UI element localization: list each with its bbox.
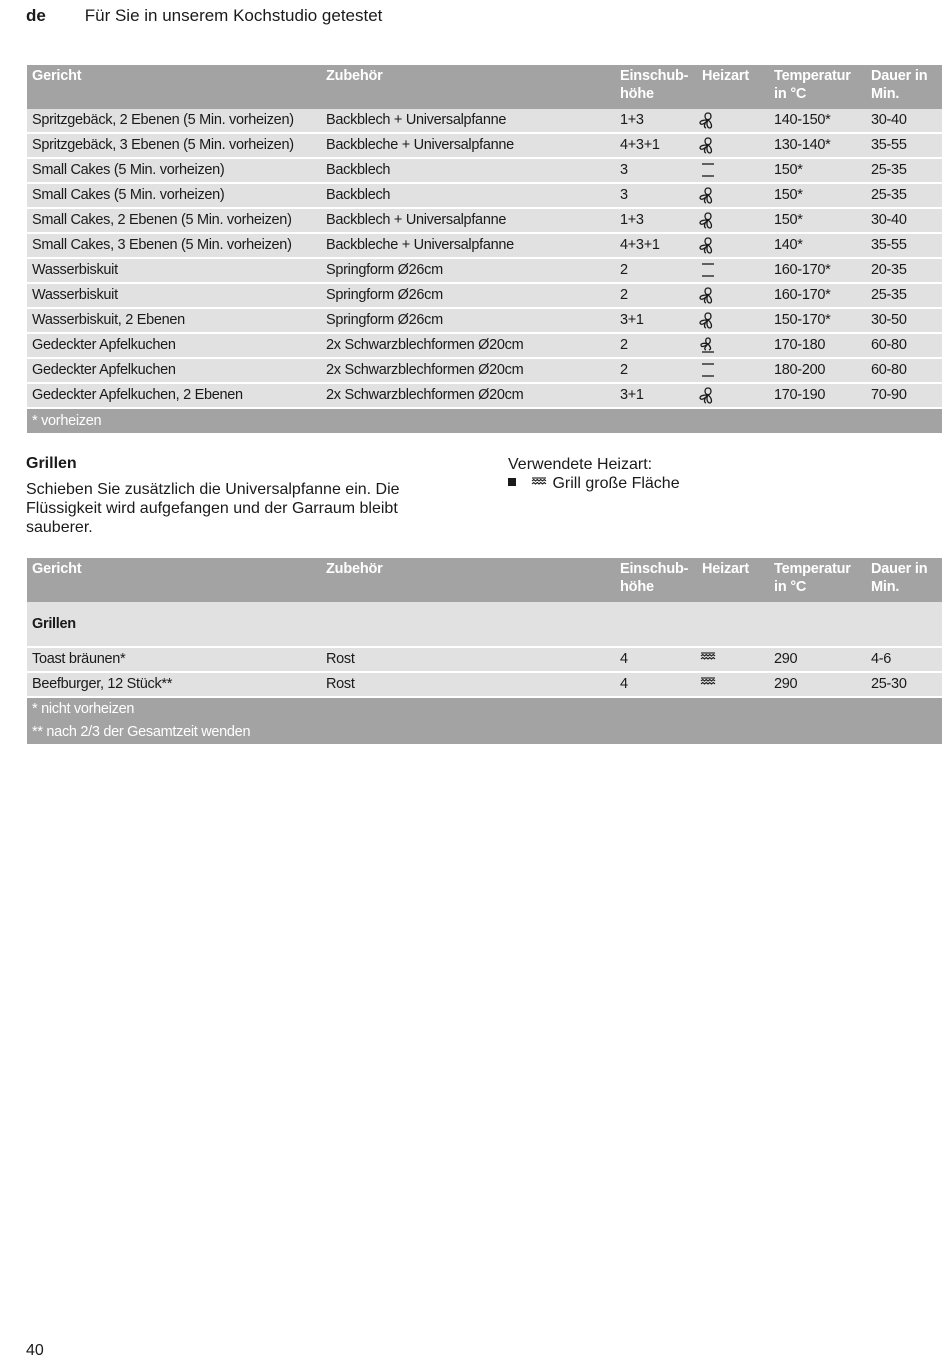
cell-temperature: 160-170* xyxy=(769,258,866,283)
cell-heat-mode xyxy=(697,283,769,308)
table-header-row xyxy=(27,65,942,109)
cell-dish: Wasserbiskuit xyxy=(27,258,321,283)
grill-description: Schieben Sie zusätzlich die Universalpfanne ein. Die Flüssigkeit wird aufgefangen und der Garraum bleibt sauberer. xyxy=(26,481,400,536)
cell-temperature: 160-170* xyxy=(769,283,866,308)
cell-heat-mode xyxy=(697,208,769,233)
cell-temperature: 170-190 xyxy=(769,383,866,408)
cell-level: 1+3 xyxy=(615,208,697,233)
fan-bottom-heat-icon xyxy=(699,337,717,353)
cell-heat-mode xyxy=(697,258,769,283)
table-row xyxy=(27,183,942,208)
cell-duration: 35-55 xyxy=(866,233,942,258)
cell-temperature: 150* xyxy=(769,208,866,233)
page-header xyxy=(26,6,382,26)
cell-temperature: 150* xyxy=(769,158,866,183)
cell-duration: 30-40 xyxy=(866,109,942,133)
cell-dish: Spritzgebäck, 3 Ebenen (5 Min. vorheizen) xyxy=(27,133,321,158)
page-number: 40 xyxy=(26,1342,44,1359)
grill-section xyxy=(26,454,466,537)
grill-large-area-icon xyxy=(530,475,548,492)
table-row xyxy=(27,233,942,258)
footnote: ** nach 2/3 der Gesamtzeit wenden xyxy=(32,724,251,740)
footnote: * nicht vorheizen xyxy=(32,701,135,717)
top-bottom-heat-icon xyxy=(699,262,717,278)
cell-heat-mode xyxy=(697,672,769,697)
cell-heat-mode xyxy=(697,133,769,158)
hot-air-fan-icon xyxy=(699,312,717,328)
cell-dish: Gedeckter Apfelkuchen xyxy=(27,358,321,383)
cell-level: 3 xyxy=(615,183,697,208)
table-row xyxy=(27,358,942,383)
cell-temperature: 170-180 xyxy=(769,333,866,358)
table-row xyxy=(27,258,942,283)
cell-level: 2 xyxy=(615,358,697,383)
cell-duration: 60-80 xyxy=(866,358,942,383)
table-header-row xyxy=(27,558,942,602)
cell-accessory: Rost xyxy=(321,672,615,697)
hot-air-fan-icon xyxy=(699,287,717,303)
table-row xyxy=(27,208,942,233)
table-row xyxy=(27,283,942,308)
cell-accessory: Springform Ø26cm xyxy=(321,283,615,308)
heat-mode-label: Verwendete Heizart: xyxy=(508,456,653,473)
cell-heat-mode xyxy=(697,333,769,358)
cell-heat-mode xyxy=(697,383,769,408)
cell-accessory: Backblech + Universalpfanne xyxy=(321,208,615,233)
table-row xyxy=(27,133,942,158)
cell-temperature: 180-200 xyxy=(769,358,866,383)
cell-duration: 35-55 xyxy=(866,133,942,158)
cell-heat-mode xyxy=(697,183,769,208)
cell-dish: Small Cakes, 3 Ebenen (5 Min. vorheizen) xyxy=(27,233,321,258)
cell-dish: Gedeckter Apfelkuchen, 2 Ebenen xyxy=(27,383,321,408)
cell-dish: Spritzgebäck, 2 Ebenen (5 Min. vorheizen) xyxy=(27,109,321,133)
cell-temperature: 150* xyxy=(769,183,866,208)
cell-dish: Small Cakes, 2 Ebenen (5 Min. vorheizen) xyxy=(27,208,321,233)
table-row xyxy=(27,308,942,333)
cell-level: 1+3 xyxy=(615,109,697,133)
cell-accessory: Rost xyxy=(321,647,615,672)
page-header-title: Für Sie in unserem Kochstudio getestet xyxy=(84,6,383,25)
col-header-accessory: Zubehör xyxy=(321,65,615,109)
cell-heat-mode xyxy=(697,647,769,672)
hot-air-fan-icon xyxy=(699,212,717,228)
col-header-dish: Gericht xyxy=(27,65,321,109)
cell-accessory: Backbleche + Universalpfanne xyxy=(321,133,615,158)
cell-level: 3+1 xyxy=(615,308,697,333)
bullet xyxy=(508,478,516,486)
cell-accessory: Springform Ø26cm xyxy=(321,308,615,333)
cell-accessory: Backblech xyxy=(321,183,615,208)
table-row xyxy=(27,672,942,697)
cell-temperature: 140* xyxy=(769,233,866,258)
cell-accessory: 2x Schwarzblechformen Ø20cm xyxy=(321,333,615,358)
top-bottom-heat-icon xyxy=(699,362,717,378)
cell-level: 4 xyxy=(615,647,697,672)
grill-heading: Grillen xyxy=(26,455,77,472)
col-header-duration: Dauer in Min. xyxy=(866,558,942,602)
cell-level: 2 xyxy=(615,283,697,308)
heat-mode-info xyxy=(508,455,680,493)
hot-air-fan-icon xyxy=(699,387,717,403)
cell-level: 4 xyxy=(615,672,697,697)
top-bottom-heat-icon xyxy=(699,162,717,178)
table-row xyxy=(27,647,942,672)
table-row xyxy=(27,383,942,408)
heat-mode-list-item xyxy=(508,474,680,493)
cell-duration: 25-30 xyxy=(866,672,942,697)
col-header-heat-mode: Heizart xyxy=(697,65,769,109)
cell-level: 2 xyxy=(615,258,697,283)
hot-air-fan-icon xyxy=(699,137,717,153)
cell-accessory: 2x Schwarzblechformen Ø20cm xyxy=(321,383,615,408)
cell-accessory: Backblech + Universalpfanne xyxy=(321,109,615,133)
cell-level: 3 xyxy=(615,158,697,183)
col-header-heat-mode: Heizart xyxy=(697,558,769,602)
cell-temperature: 130-140* xyxy=(769,133,866,158)
grill-large-area-icon xyxy=(699,676,717,692)
grill-large-area-icon xyxy=(699,651,717,667)
table-row xyxy=(27,109,942,133)
footnotes xyxy=(27,408,942,433)
cell-duration: 25-35 xyxy=(866,183,942,208)
hot-air-fan-icon xyxy=(699,187,717,203)
cell-duration: 30-40 xyxy=(866,208,942,233)
cell-heat-mode xyxy=(697,158,769,183)
baking-table xyxy=(27,65,942,433)
footnote: * vorheizen xyxy=(32,413,102,429)
cell-duration: 25-35 xyxy=(866,283,942,308)
col-header-duration: Dauer in Min. xyxy=(866,65,942,109)
table-footnote-row xyxy=(27,408,942,433)
cell-duration: 20-35 xyxy=(866,258,942,283)
cell-heat-mode xyxy=(697,109,769,133)
grilling-table xyxy=(27,558,942,744)
cell-temperature: 290 xyxy=(769,647,866,672)
cell-level: 2 xyxy=(615,333,697,358)
table-row xyxy=(27,158,942,183)
table-group-row xyxy=(27,602,942,647)
col-header-temperature: Temperatur in °C xyxy=(769,558,866,602)
cell-dish: Small Cakes (5 Min. vorheizen) xyxy=(27,183,321,208)
table-row xyxy=(27,333,942,358)
cell-duration: 4-6 xyxy=(866,647,942,672)
cell-accessory: Backblech xyxy=(321,158,615,183)
cell-dish: Beefburger, 12 Stück** xyxy=(27,672,321,697)
cell-duration: 70-90 xyxy=(866,383,942,408)
cell-dish: Wasserbiskuit, 2 Ebenen xyxy=(27,308,321,333)
cell-accessory: Backbleche + Universalpfanne xyxy=(321,233,615,258)
language-tag: de xyxy=(26,6,46,25)
hot-air-fan-icon xyxy=(699,112,717,128)
cell-temperature: 290 xyxy=(769,672,866,697)
table-footnote-row xyxy=(27,697,942,744)
cell-temperature: 150-170* xyxy=(769,308,866,333)
hot-air-fan-icon xyxy=(699,237,717,253)
cell-dish: Gedeckter Apfelkuchen xyxy=(27,333,321,358)
col-header-level: Einschub- höhe xyxy=(615,558,697,602)
col-header-level: Einschub- höhe xyxy=(615,65,697,109)
heat-mode-name: Grill große Fläche xyxy=(552,475,680,492)
cell-level: 3+1 xyxy=(615,383,697,408)
cell-duration: 25-35 xyxy=(866,158,942,183)
col-header-dish: Gericht xyxy=(27,558,321,602)
col-header-temperature: Temperatur in °C xyxy=(769,65,866,109)
cell-duration: 30-50 xyxy=(866,308,942,333)
cell-temperature: 140-150* xyxy=(769,109,866,133)
cell-heat-mode xyxy=(697,233,769,258)
cell-level: 4+3+1 xyxy=(615,133,697,158)
cell-dish: Wasserbiskuit xyxy=(27,283,321,308)
cell-level: 4+3+1 xyxy=(615,233,697,258)
col-header-accessory: Zubehör xyxy=(321,558,615,602)
cell-heat-mode xyxy=(697,308,769,333)
cell-accessory: 2x Schwarzblechformen Ø20cm xyxy=(321,358,615,383)
cell-dish: Toast bräunen* xyxy=(27,647,321,672)
group-label: Grillen xyxy=(27,602,942,647)
cell-duration: 60-80 xyxy=(866,333,942,358)
footnotes xyxy=(27,697,942,744)
cell-dish: Small Cakes (5 Min. vorheizen) xyxy=(27,158,321,183)
cell-heat-mode xyxy=(697,358,769,383)
cell-accessory: Springform Ø26cm xyxy=(321,258,615,283)
